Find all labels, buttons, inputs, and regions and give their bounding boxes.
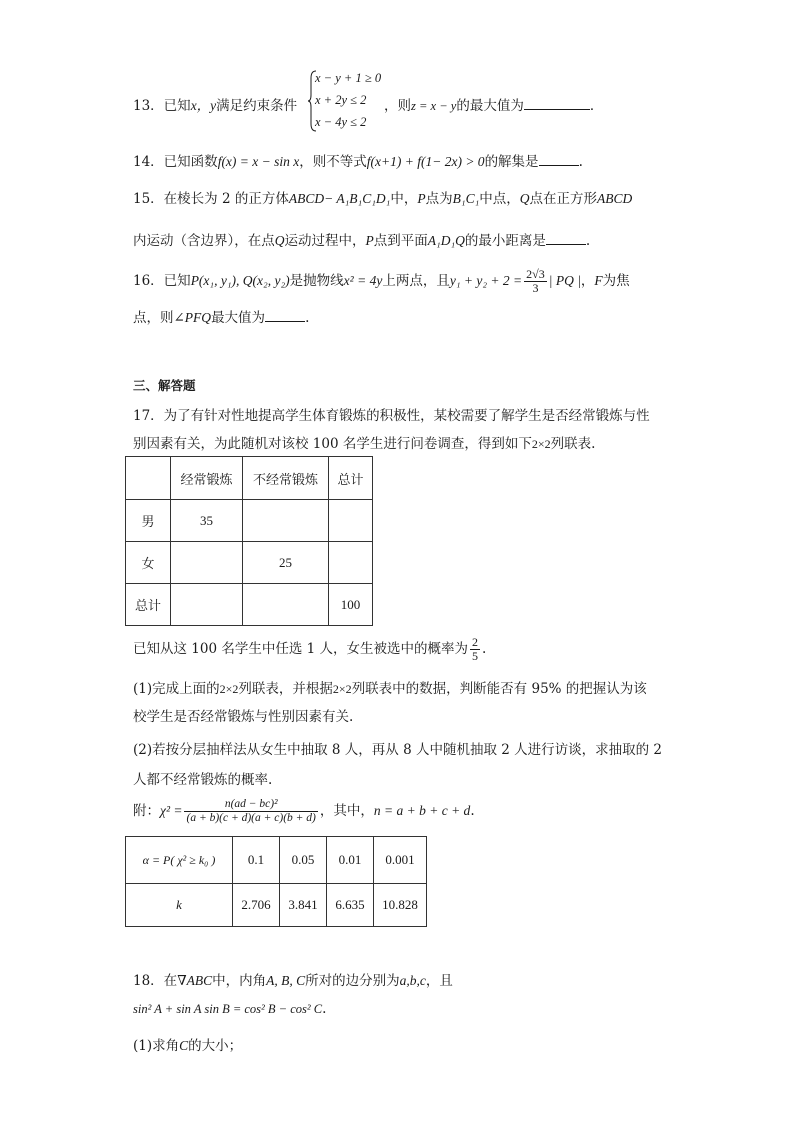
q15-text-2c: 点到平面 bbox=[373, 233, 428, 249]
q15-text-2a: 内运动（含边界），在点 bbox=[133, 233, 275, 249]
q16-text-d: ， bbox=[580, 273, 595, 289]
table-cell: 总计 bbox=[329, 457, 373, 500]
q17-line-2 bbox=[133, 432, 595, 452]
table-cell: 女 bbox=[126, 542, 171, 584]
q15-point-q: Q bbox=[519, 191, 530, 206]
q16-condition-right: | PQ | bbox=[548, 273, 581, 288]
q15-end: . bbox=[585, 233, 591, 249]
q18-line-3 bbox=[133, 1034, 242, 1054]
q18-eq-end: . bbox=[322, 1001, 327, 1017]
table-cell: α = P( χ² ≥ k₀ ) bbox=[126, 837, 233, 884]
q14-end: . bbox=[578, 154, 583, 170]
table-cell: 2.706 bbox=[233, 884, 280, 927]
q16-text-b: 是抛物线 bbox=[289, 273, 344, 289]
q16-text-2b: 最大值为 bbox=[211, 310, 266, 326]
q17-sub1-line-1 bbox=[133, 677, 647, 697]
table-cell bbox=[171, 542, 243, 584]
q15-line-1 bbox=[133, 187, 632, 207]
q13-text: 满足约束条件 bbox=[216, 98, 298, 114]
q13-line bbox=[133, 94, 297, 114]
q16-fraction-den: 3 bbox=[532, 281, 539, 295]
q16-focus: F bbox=[594, 273, 603, 288]
q17-prob-text: 已知从这 100 名学生中任选 1 人，女生被选中的概率为 bbox=[133, 641, 469, 657]
q17-sub1-c: 列联表中的数据，判断能否有 95% 的把握认为该 bbox=[351, 681, 647, 697]
q15-point-p: P bbox=[417, 191, 426, 206]
q18-text-b: 中，内角 bbox=[212, 973, 267, 989]
q13-number-text: 13．已知 bbox=[133, 98, 191, 114]
section-heading: 三、解答题 bbox=[133, 378, 196, 393]
table-cell: 0.001 bbox=[374, 837, 427, 884]
q16-end: . bbox=[305, 310, 310, 326]
table-cell bbox=[329, 542, 373, 584]
q17-line-1: 17．为了有针对性地提高学生体育锻炼的积极性，某校需要了解学生是否经常锻炼与性 bbox=[133, 408, 650, 424]
table-cell bbox=[243, 500, 329, 542]
q16-text-e: 为焦 bbox=[602, 273, 630, 289]
table-cell: 3.841 bbox=[280, 884, 327, 927]
q15-cube: ABCD− A₁B₁C₁D₁ bbox=[288, 191, 391, 206]
q17-sub1-a: (1)完成上面的 bbox=[133, 681, 220, 697]
q17-formula-line bbox=[133, 798, 475, 825]
table-cell: 不经常锻炼 bbox=[243, 457, 329, 500]
q16-points: P(x₁, y₁), Q(x₂, y₂) bbox=[190, 273, 290, 288]
q16-line-2 bbox=[133, 306, 309, 326]
table-row bbox=[126, 884, 427, 927]
q18-angles: A, B, C bbox=[266, 973, 306, 988]
q13-mid: ，则 bbox=[384, 98, 411, 114]
q15-edge: B₁C₁ bbox=[452, 191, 480, 206]
q17-sub1-line-2: 校学生是否经常锻炼与性别因素有关. bbox=[133, 709, 354, 725]
q18-sides: a,b,c bbox=[399, 973, 426, 988]
q14-text-c: 的解集是 bbox=[484, 154, 539, 170]
q17-prob-num: 2 bbox=[472, 635, 479, 649]
q18-sub1-a: (1)求角 bbox=[133, 1038, 180, 1054]
table-row bbox=[126, 457, 373, 500]
q17-text-2a: 别因素有关，为此随机对该校 100 名学生进行问卷调查，得到如下 bbox=[133, 436, 532, 452]
q13-constraint-1: x − y + 1 ≥ 0 bbox=[315, 71, 382, 85]
table-row bbox=[126, 584, 373, 626]
q18-text-c: 所对的边分别为 bbox=[305, 973, 400, 989]
q15-point-p2: P bbox=[365, 233, 374, 248]
q18-text-a: 18．在 bbox=[133, 973, 178, 989]
table-cell bbox=[243, 584, 329, 626]
q16-text-2a: 点，则 bbox=[133, 310, 174, 326]
q13-tail-text: 的最大值为 bbox=[456, 98, 524, 114]
q17-probability-line bbox=[133, 636, 486, 663]
q18-line-1 bbox=[133, 969, 453, 989]
q17-chi-num: n(ad − bc)² bbox=[184, 798, 317, 812]
chi-square-table bbox=[125, 836, 427, 927]
q13-constraint-3: x − 4y ≤ 2 bbox=[315, 115, 367, 129]
q16-line-1 bbox=[133, 268, 630, 295]
q15-text-1a: 15．在棱长为 2 的正方体 bbox=[133, 191, 289, 207]
table-cell: 0.05 bbox=[280, 837, 327, 884]
q17-sub1-2x2b: 2×2 bbox=[332, 682, 352, 696]
table-cell: 0.1 bbox=[233, 837, 280, 884]
q18-sub1-b: 的大小； bbox=[188, 1038, 243, 1054]
q16-text-c: 上两点，且 bbox=[382, 273, 450, 289]
table-row bbox=[126, 542, 373, 584]
q16-parabola: x² = 4y bbox=[343, 273, 383, 288]
q13-tail bbox=[384, 94, 603, 114]
q15-text-1c: 点为 bbox=[425, 191, 453, 207]
q16-text-a: 16．已知 bbox=[133, 273, 191, 289]
q17-prob-den: 5 bbox=[472, 649, 479, 663]
q17-chi-den: (a + b)(c + d)(a + c)(b + d) bbox=[186, 812, 316, 824]
q17-sub2-line-2: 人都不经常锻炼的概率. bbox=[133, 772, 273, 788]
q14-text-a: 14．已知函数 bbox=[133, 154, 218, 170]
q15-point-q2: Q bbox=[274, 233, 285, 248]
q14-line bbox=[133, 150, 583, 170]
table-cell: 总计 bbox=[126, 584, 171, 626]
q18-angle-c: C bbox=[179, 1038, 189, 1053]
q17-sub1-2x2a: 2×2 bbox=[219, 682, 239, 696]
q18-text-d: ，且 bbox=[425, 973, 453, 989]
q14-text-b: ，则不等式 bbox=[299, 154, 367, 170]
q18-equation: sin² A + sin A sin B = cos² B − cos² C bbox=[133, 1002, 323, 1016]
q15-text-2d: 的最小距离是 bbox=[464, 233, 546, 249]
table-row bbox=[126, 500, 373, 542]
q17-text-2b: 列联表. bbox=[550, 436, 596, 452]
q18-triangle: ∇ABC bbox=[177, 973, 213, 988]
contingency-table bbox=[125, 456, 373, 626]
table-cell bbox=[329, 500, 373, 542]
q13-end: ． bbox=[589, 98, 604, 114]
q17-fu: 附： bbox=[133, 803, 160, 819]
q14-answer-blank[interactable] bbox=[539, 153, 579, 166]
q17-prob-fraction bbox=[470, 636, 480, 663]
table-cell: 经常锻炼 bbox=[171, 457, 243, 500]
q15-text-1b: 中， bbox=[390, 191, 418, 207]
q17-chi-fraction bbox=[184, 798, 317, 825]
q15-answer-blank[interactable] bbox=[546, 232, 586, 245]
q16-condition-left: y₁ + y₂ + 2 = bbox=[449, 273, 523, 288]
table-cell: 10.828 bbox=[374, 884, 427, 927]
q16-angle: ∠PFQ bbox=[173, 310, 212, 325]
q17-n-end: . bbox=[470, 803, 475, 819]
q17-qizhong: ，其中， bbox=[319, 803, 374, 819]
q18-line-2 bbox=[133, 1001, 326, 1017]
q15-text-1d: 中点， bbox=[479, 191, 520, 207]
q15-square: ABCD bbox=[597, 191, 633, 206]
q13-answer-blank[interactable] bbox=[524, 97, 590, 110]
table-row bbox=[126, 837, 427, 884]
table-cell: 35 bbox=[171, 500, 243, 542]
table-cell: 男 bbox=[126, 500, 171, 542]
table-cell: 0.01 bbox=[327, 837, 374, 884]
q13-objective: z = x − y bbox=[411, 99, 457, 113]
table-cell: 100 bbox=[329, 584, 373, 626]
q13-constraint-2: x + 2y ≤ 2 bbox=[315, 93, 367, 107]
q15-plane: A₁D₁Q bbox=[427, 233, 465, 248]
table-cell: 6.635 bbox=[327, 884, 374, 927]
q15-text-1e: 点在正方形 bbox=[529, 191, 598, 207]
q17-n-def: n = a + b + c + d bbox=[373, 803, 471, 818]
table-cell: 25 bbox=[243, 542, 329, 584]
table-cell bbox=[126, 457, 171, 500]
q17-sub1-b: 列联表，并根据 bbox=[238, 681, 333, 697]
q16-answer-blank[interactable] bbox=[265, 309, 305, 322]
q17-sub2-line-1: (2)若按分层抽样法从女生中抽取 8 人，再从 8 人中随机抽取 2 人进行访谈，求抽取的 2 bbox=[133, 742, 663, 758]
q16-fraction bbox=[524, 268, 547, 295]
q15-line-2 bbox=[133, 229, 590, 249]
table-cell bbox=[171, 584, 243, 626]
q14-inequality: f(x+1) + f(1− 2x) > 0 bbox=[366, 154, 485, 169]
table-cell: k bbox=[126, 884, 233, 927]
q13-vars: x，y bbox=[190, 98, 217, 113]
q14-function: f(x) = x − sin x bbox=[217, 154, 300, 169]
q17-2x2: 2×2 bbox=[531, 437, 551, 451]
q15-text-2b: 运动过程中， bbox=[284, 233, 366, 249]
q17-chi-label: χ² = bbox=[160, 803, 183, 818]
q17-prob-end: . bbox=[482, 641, 487, 657]
q16-fraction-num: 2√3 bbox=[526, 267, 545, 281]
